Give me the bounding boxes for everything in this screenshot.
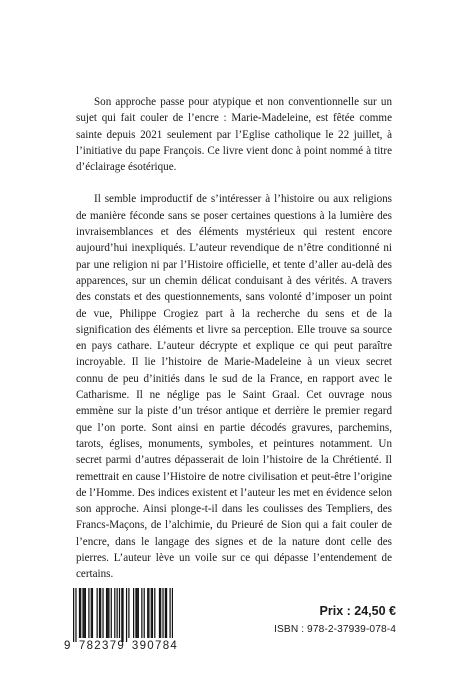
barcode [64, 588, 179, 658]
barcode-bar [128, 588, 129, 638]
barcode-bar [88, 588, 89, 638]
barcode-bar [135, 588, 136, 638]
barcode-bar [144, 588, 145, 638]
barcode-bar [79, 588, 80, 638]
barcode-bar [166, 588, 167, 638]
barcode-bar [172, 588, 173, 638]
barcode-bar [162, 588, 163, 638]
barcode-bar [84, 588, 85, 638]
barcode-digit-group-1: 782379 [78, 640, 126, 652]
barcode-bar [148, 588, 149, 638]
barcode-bar [138, 588, 139, 638]
barcode-bar [117, 588, 118, 638]
barcode-bar [99, 588, 100, 638]
barcode-bar [122, 588, 123, 642]
barcode-bar [114, 588, 115, 638]
barcode-bar [133, 588, 134, 638]
barcode-bar [154, 588, 155, 638]
barcode-bar [85, 588, 86, 638]
barcode-bar [137, 588, 138, 638]
barcode-bar [102, 588, 103, 638]
barcode-bar [165, 588, 166, 638]
barcode-digit-group-2: 390784 [131, 640, 179, 652]
barcode-digit-first: 9 [64, 640, 71, 652]
paragraph-main: Il semble improductif de s’intéresser à l’histoire ou aux religions de manière féconde sans se poser certaines questions à la lumière des invraisemblances et des éléments mystérieux qui restent encore aujourd’hui inexpliqués. L’auteur revendique de n’être conditionné ni par une religion ni par l’Histoire officielle, et tente d’aller au-delà des apparences, sur un chemin délicat conduisant à des vérités. A travers des constats et des questionnements, sans volonté d’imposer un point de vue, Philippe Crogiez part à la recherche du sens et de la signification des éléments et livre sa perception. Elle trouve sa source en pays cathare. L’auteur décrypte et explique ce qui peut paraître incroyable. Il lie l’histoire de Marie-Madeleine à un vieux secret connu de peu d’initiés dans le sud de la France, en rapport avec le Catharisme. Il ne néglige pas le Saint Graal. Cet ouvrage nous emmène sur la piste d’un trésor antique et derrière le premier regard que l’on porte. Sont ainsi en partie décodés gravures, parchemins, tarots, églises, monuments, symboles, et peintures notamment. Un secret parmi d’autres dépasserait de loin l’histoire de la Chrétienté. Il remettrait en cause l’Histoire de notre civilisation et peut-être l’origine de l’Homme. Des indices existent et l’auteur les met en évidence selon son approche. Ainsi plonge-t-il dans les coulisses des Templiers, des Francs-Maçons, de l’alchimie, du Prieuré de Sion qui a fait couler de l’encre, dans le langage des signes et de la nature dont celle des pierres. L’auteur lève un voile sur ce qui dépasse l’entendement de certains. [76, 193, 392, 581]
price-block [274, 604, 396, 635]
barcode-bar [97, 588, 98, 638]
barcode-bar [106, 588, 107, 638]
barcode-bar [126, 588, 127, 642]
barcode-bar [152, 588, 153, 638]
price-label: Prix : 24,50 € [319, 604, 396, 618]
barcode-bar [111, 588, 112, 638]
back-cover-text [76, 94, 392, 583]
barcode-bars [73, 588, 173, 642]
barcode-bar [169, 588, 170, 638]
barcode-bar [82, 588, 83, 638]
barcode-bar [75, 588, 76, 642]
barcode-bar [159, 588, 160, 638]
barcode-bar [92, 588, 93, 638]
barcode-digits [64, 640, 179, 652]
barcode-bar [151, 588, 152, 638]
barcode-bar [141, 588, 142, 638]
barcode-bar [107, 588, 108, 638]
paragraph-intro: Son approche passe pour atypique et non conventionnelle sur un sujet qui fait couler de l’encre : Marie-Madeleine, est fêtée comme sainte depuis 2021 seulement par l’Eglise catholique le 22 juillet, à l’initiative du pape François. Ce livre vient donc à point nommé à titre d’éclairage ésotérique. [76, 96, 392, 174]
isbn-label: ISBN : 978-2-37939-078-4 [274, 624, 396, 635]
barcode-bar [147, 588, 148, 638]
barcode-bar [160, 588, 161, 638]
barcode-bar [119, 588, 120, 638]
barcode-bar [100, 588, 101, 638]
barcode-bar [91, 588, 92, 638]
barcode-bar [108, 588, 109, 638]
barcode-bar [80, 588, 81, 638]
barcode-bar [121, 588, 122, 642]
barcode-bar [73, 588, 74, 642]
